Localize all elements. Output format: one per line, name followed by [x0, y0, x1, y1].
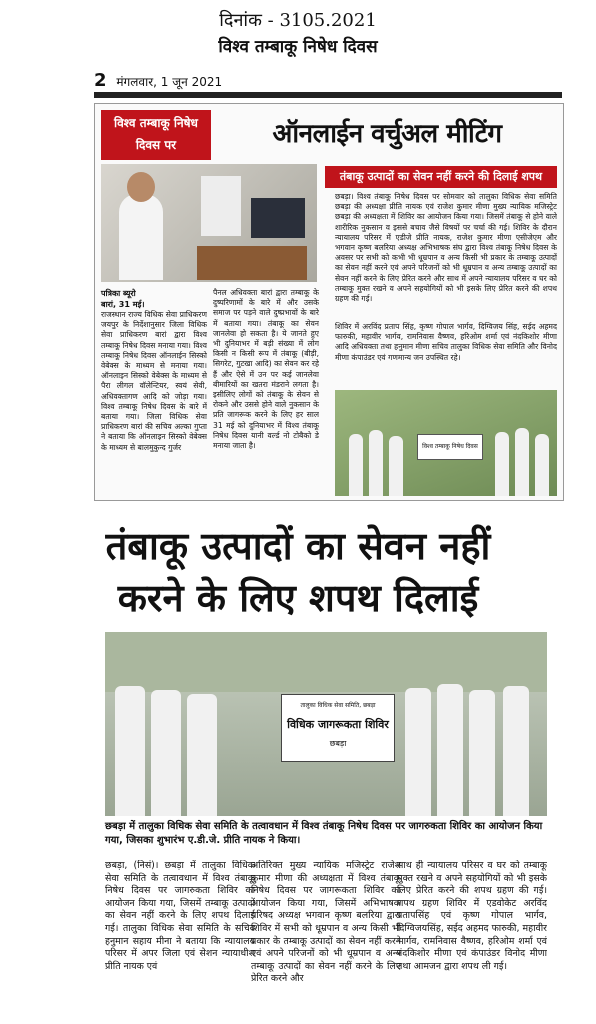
article-column-1 [101, 288, 207, 486]
wall-papers-shape [201, 176, 241, 236]
monitor-shape [251, 198, 305, 238]
page-info [94, 70, 222, 91]
article-badge: विश्व तम्बाकू निषेध दिवस पर [101, 110, 211, 160]
photo-official-at-desk [101, 164, 317, 282]
person-shape [349, 434, 363, 496]
article-banner: ऑनलाईन वर्चुअल मीटिंग [272, 119, 502, 149]
person-shape [151, 690, 181, 816]
article-clip-1 [94, 103, 564, 501]
person-shape [187, 694, 217, 816]
photo-banner-main: विधिक जागरूकता शिविर [287, 718, 389, 731]
trees-background-shape [105, 632, 547, 692]
article-text-col1: राजस्थान राज्य विधिक सेवा प्राधिकरण जयपुर के निर्देशानुसार जिला विधिक सेवा प्राधिकरण बारां द्वारा विश्व तम्बाकू निषेध दिवस मनाया गया। विश्व तम्बाकू निषेध दिवस ऑनलाईन सिस्को वेबेक्स के माध्यम से मनाया गया। ऑनलाइन सिस्को वेबेक्स के माध्यम से पैरा लीगल वॉलेन्टियर, स्वयं सेवी, अधिवक्तागण आदि को जोड़ा गया। विश्व तम्बाकू निषेध दिवस के बारे में बताया गया। जिला विधिक सेवा प्राधिकरण बारां की सचिव अल्का गुप्ता ने बताया कि ऑनलाइन सिस्को वेबेक्स के माध्यम से बालमुकुन्द गुर्जर [101, 310, 207, 452]
article-text-col3a: छबड़ा। विश्व तंबाकू निषेध दिवस पर सोमवार को तालुका विधिक सेवा समिति छबड़ा की अध्यक्षा प्रीति नायक एवं राजेश कुमार मीणा मुख्य न्यायिक मजिस्ट्रेट छबड़ा की अध्यक्षता में शिविर का आयोजन किया गया। जिसमें तंबाकू से होने वाले शारीरिक नुकसान व इससे बचाव जैसे विषयों पर चर्चा की गई। शिविर के दौरान न्यायालय परिसर में एडीजे प्रीति नायक, राजेश कुमार मीणा एसीजेएम और भगवान कृष्ण बलरिया अध्यक्ष अभिभाषक संघ द्वारा विश्व तंबाकू निषेध दिवस के अवसर पर सभी को कभी भी धूम्रपान व अन्य किसी भी प्रकार के तम्बाकू उत्पादों का सेवन नहीं करने एवं अपने परिजनों को भी धूम्रपान व अन्य तम्बाकू उत्पादों का सेवन नहीं करने के लिए प्रेरित करने और साथ में अपने न्यायालय परिसर व घर को तम्बाकू मुक्त रखने व अपने सहयोगियों को भी इसके लिए प्रेरित करने की शपथ ग्रहण की गई। [335, 192, 557, 304]
photo-oath-group-large [105, 632, 547, 816]
person-shape [119, 194, 163, 280]
person-shape [389, 436, 403, 496]
article-headline [60, 520, 536, 624]
photo-banner [281, 694, 395, 762]
person-shape [503, 686, 529, 816]
person-shape [115, 686, 145, 816]
person-shape [369, 430, 383, 496]
masthead-rule [94, 92, 562, 98]
headline-line-2: करने के लिए शपथ दिलाई [117, 576, 479, 620]
page-number: 2 [94, 70, 107, 91]
person-shape [535, 434, 549, 496]
clipping-event-title: विश्व तम्बाकू निषेध दिवस [218, 37, 378, 57]
dateline: बारां, 31 मई। [101, 300, 145, 309]
photo-banner-sub: छबड़ा [329, 739, 347, 748]
person-head-shape [127, 172, 155, 202]
photo-banner-top: तालुका विधिक सेवा समिति, छबड़ा [300, 702, 376, 709]
article-text-col1: छबड़ा, (निसं)। छबड़ा में तालुका विधिक सेवा समिति के तत्वावधान में विश्व तंबाकू निषेध दिवस पर जागरुकता शिविर का आयोजन किया गया, जिसमें तम्बाकू उत्पादों का सेवन नहीं करने के लिए शपथ दिलाई गई। तालुका विधिक सेवा समिति के सचिव हनुमान सहाय मीना ने बताया कि न्यायालय परिसर में अपर जिला एवं सेशन न्यायाधीश प्रीति नायक एवं [105, 860, 255, 972]
person-shape [469, 690, 495, 816]
person-shape [437, 684, 463, 816]
page-date: मंगलवार, 1 जून 2021 [116, 75, 223, 89]
headline-line-1: तंबाकू उत्पादों का सेवन नहीं [105, 524, 491, 568]
photo-oath-group-small [335, 390, 557, 496]
photo-banner: विश्व तम्बाकू निषेध दिवस [417, 434, 483, 460]
desk-shape [197, 246, 307, 280]
article-subheadline: तंबाकू उत्पादों का सेवन नहीं करने की दिलाई शपथ [325, 166, 557, 188]
article-text-col3b: शिविर में अरविंद प्रताप सिंह, कृष्ण गोपाल भार्गव, दिग्विजय सिंह, सईद अहमद फारुकी, महावीर भार्गव, रामनिवास वैष्णव, हरिओम शर्मा एवं नंदकिशोर मीणा आदि अधिवक्ता तथा हनुमान मीणा सचिव तालुका विधिक सेवा समिति और विनोद मीणा कंपाउंडर एवं गणमान्य जन उपस्थित रहे। [335, 322, 557, 362]
person-shape [515, 428, 529, 496]
person-shape [405, 688, 431, 816]
article-text-col2: पैनल अधिवक्ता बारां द्वारा तम्बाकू के दुष्परिणामों के बारे में और उसके समाज पर पड़ने वाले दुष्प्रभावों के बारे में बताया गया। तंबाकू का सेवन जानलेवा हो सकता है। ये जानते हुए भी दुनियाभर में बड़ी संख्या में लोग किसी न किसी रूप में तंबाकू (बीड़ी, सिगरेट, गुटखा आदि) का सेवन कर रहे हैं और ऐसे में उन पर कई जानलेवा बीमारियों का खतरा मंडराने लगता है। इसीलिए लोगों को तंबाकू के सेवन से रोकने और उससे होने वाले नुकसान के प्रति जागरूक करने के लिए हर साल 31 मई को दुनियाभर में विश्व तंबाकू निषेध दिवस यानी वर्ल्ड नो टोबैको डे मनाया जाता है। [213, 288, 319, 451]
clipping-date: दिनांक - 3105.2021 [219, 10, 377, 31]
person-shape [495, 432, 509, 496]
article-text-col3: साथ ही न्यायालय परिसर व घर को तम्बाकू मुक्त रखने व अपने सहयोगियों को भी इसके लिए प्रेरित करने की शपथ ग्रहण की गई। शपथ ग्रहण शिविर में एडवोकेट अरविंद प्रतापसिंह एवं कृष्ण गोपाल भार्गव, दिग्विजयसिंह, सईद अहमद फारुकी, महावीर भार्गव, रामनिवास वैष्णव, हरिओम शर्मा एवं नंदकिशोर मीणा एवं कंपाउंडर विनोद मीणा तथा आमजन द्वारा शपथ ली गई। [397, 860, 547, 972]
article-text-col2: अतिरिक्त मुख्य न्यायिक मजिस्ट्रेट राजेश कुमार मीणा की अध्यक्षता में विश्व तंबाकू निषेध दिवस पर जागरूकता शिविर का आयोजन किया गया, जिसमें अभिभाषक परिषद अध्यक्ष भगवान कृष्ण बलरिया द्वारा शिविर में सभी को धूम्रपान व अन्य किसी भी प्रकार के तम्बाकू उत्पादों का सेवन नहीं करने एवं अपने परिजनों को भी धूम्रपान व अन्य तम्बाकू उत्पादों का सेवन नहीं करने के लिए प्रेरित करने और [251, 860, 401, 985]
photo-caption: छबड़ा में तालुका विधिक सेवा समिति के तत्वावधान में विश्व तंबाकू निषेध दिवस पर जागरुकता शिविर का आयोजन किया गया, जिसका शुभारंभ ए.डी.जे. प्रीति नायक ने किया। [105, 821, 543, 846]
byline: पत्रिका ब्यूरो [101, 289, 136, 298]
